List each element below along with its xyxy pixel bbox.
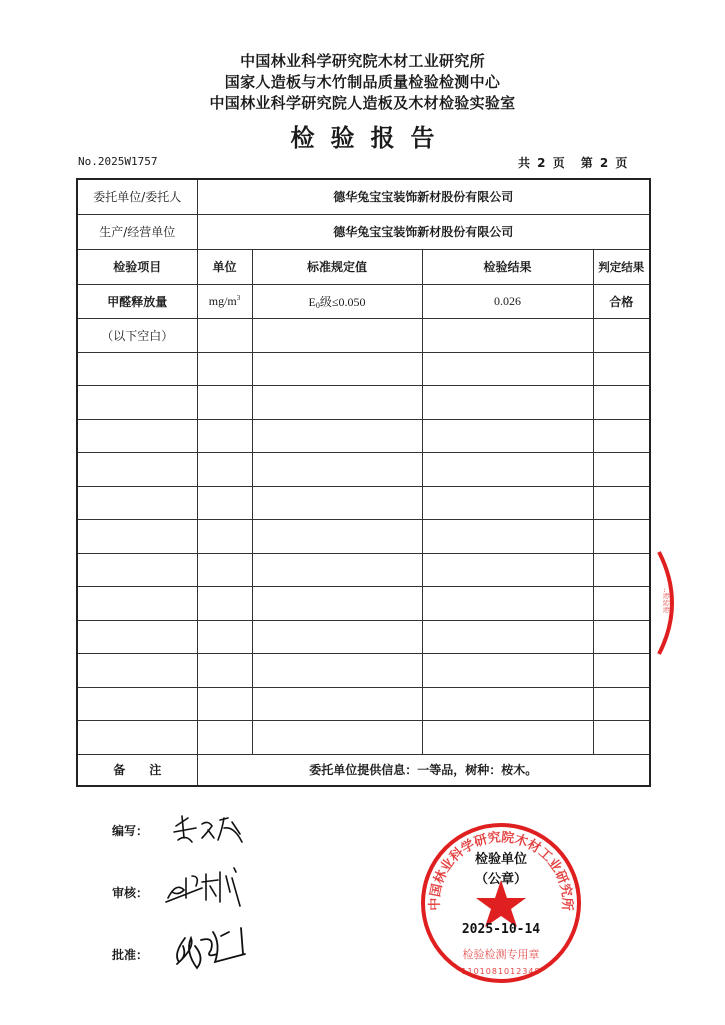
seal-label: （公章） bbox=[474, 872, 527, 887]
page-info bbox=[518, 154, 627, 171]
empty-cell bbox=[593, 553, 650, 587]
empty-table-row bbox=[77, 620, 650, 654]
empty-cell bbox=[422, 453, 593, 487]
empty-cell bbox=[422, 587, 593, 621]
empty-cell bbox=[252, 687, 422, 721]
blank-note: （以下空白） bbox=[77, 318, 197, 352]
empty-cell bbox=[593, 352, 650, 386]
star-icon bbox=[476, 880, 526, 927]
empty-table-row bbox=[77, 721, 650, 755]
empty-cell bbox=[252, 654, 422, 688]
reviewed-by-signature bbox=[162, 862, 262, 912]
empty-cell bbox=[252, 318, 422, 352]
empty-cell bbox=[422, 721, 593, 755]
blank-note-row bbox=[77, 318, 650, 352]
empty-cell bbox=[422, 318, 593, 352]
empty-table-row bbox=[77, 453, 650, 487]
page-seam-seal-icon bbox=[655, 548, 685, 658]
empty-cell bbox=[252, 352, 422, 386]
empty-cell bbox=[422, 386, 593, 420]
empty-cell bbox=[197, 453, 252, 487]
empty-cell bbox=[422, 486, 593, 520]
empty-cell bbox=[197, 386, 252, 420]
empty-cell bbox=[422, 419, 593, 453]
empty-cell bbox=[593, 486, 650, 520]
inspection-table bbox=[76, 178, 651, 787]
empty-cell bbox=[197, 486, 252, 520]
empty-cell bbox=[252, 419, 422, 453]
empty-cell bbox=[593, 587, 650, 621]
empty-table-row bbox=[77, 352, 650, 386]
empty-cell bbox=[252, 453, 422, 487]
empty-cell bbox=[197, 520, 252, 554]
empty-cell bbox=[77, 587, 197, 621]
empty-table-row bbox=[77, 687, 650, 721]
item-name: 甲醛释放量 bbox=[77, 284, 197, 318]
empty-cell bbox=[252, 721, 422, 755]
empty-rows bbox=[77, 352, 650, 754]
empty-cell bbox=[593, 318, 650, 352]
empty-cell bbox=[197, 620, 252, 654]
empty-cell bbox=[77, 453, 197, 487]
empty-cell bbox=[77, 654, 197, 688]
unit-cell bbox=[197, 284, 252, 318]
client-label: 委托单位/委托人 bbox=[77, 179, 197, 214]
remark-value: 委托单位提供信息：一等品，树种：桉木。 bbox=[197, 754, 650, 786]
empty-cell bbox=[252, 520, 422, 554]
standard-subscript: 0 bbox=[315, 300, 320, 310]
empty-cell bbox=[422, 654, 593, 688]
empty-cell bbox=[197, 553, 252, 587]
org-name-line-1: 中国林业科学研究院木材工业研究所 bbox=[240, 52, 485, 70]
empty-cell bbox=[252, 553, 422, 587]
empty-cell bbox=[197, 654, 252, 688]
remark-label: 备 注 bbox=[77, 754, 197, 786]
approved-by-label: 批准： bbox=[112, 948, 149, 962]
empty-cell bbox=[593, 453, 650, 487]
empty-cell bbox=[77, 486, 197, 520]
org-name-line-2: 国家人造板与木竹制品质量检验检测中心 bbox=[224, 73, 501, 91]
empty-cell bbox=[77, 386, 197, 420]
producer-label: 生产/经营单位 bbox=[77, 214, 197, 249]
empty-cell bbox=[593, 419, 650, 453]
empty-table-row bbox=[77, 486, 650, 520]
empty-cell bbox=[197, 587, 252, 621]
empty-cell bbox=[422, 553, 593, 587]
empty-cell bbox=[422, 352, 593, 386]
client-value: 德华兔宝宝装饰新材股份有限公司 bbox=[197, 179, 650, 214]
written-by-label: 编写： bbox=[112, 824, 149, 838]
empty-cell bbox=[77, 352, 197, 386]
empty-cell bbox=[422, 520, 593, 554]
standard-rest: 级≤0.050 bbox=[319, 294, 366, 309]
producer-value: 德华兔宝宝装饰新材股份有限公司 bbox=[197, 214, 650, 249]
empty-cell bbox=[77, 620, 197, 654]
seal-date: 2025-10-14 bbox=[461, 922, 541, 937]
col-header-item: 检验项目 bbox=[77, 249, 197, 284]
empty-cell bbox=[252, 587, 422, 621]
report-title: 检验报告 bbox=[290, 124, 451, 152]
empty-cell bbox=[77, 419, 197, 453]
col-header-result: 检验结果 bbox=[422, 249, 593, 284]
empty-cell bbox=[197, 352, 252, 386]
standard-value bbox=[252, 284, 422, 318]
empty-cell bbox=[197, 687, 252, 721]
reviewed-by-label: 审核： bbox=[112, 886, 149, 900]
unit-superscript: 3 bbox=[236, 293, 241, 302]
empty-cell bbox=[252, 386, 422, 420]
empty-cell bbox=[252, 620, 422, 654]
empty-cell bbox=[77, 687, 197, 721]
svg-text:..检验检: ..检验检 bbox=[662, 588, 670, 614]
empty-cell bbox=[593, 721, 650, 755]
unit-text: mg/m bbox=[208, 293, 237, 308]
judgement-value: 合格 bbox=[593, 284, 650, 318]
col-header-judgement: 判定结果 bbox=[593, 249, 650, 284]
client-row bbox=[77, 179, 650, 214]
column-header-row bbox=[77, 249, 650, 284]
empty-cell bbox=[197, 419, 252, 453]
approved-by-signature bbox=[165, 918, 265, 978]
table-row bbox=[77, 284, 650, 318]
empty-cell bbox=[252, 486, 422, 520]
org-name-line-3: 中国林业科学研究院人造板及木材检验实验室 bbox=[209, 94, 516, 112]
empty-table-row bbox=[77, 587, 650, 621]
page-current: 第 2 页 bbox=[580, 156, 628, 170]
empty-cell bbox=[593, 520, 650, 554]
official-seal bbox=[416, 818, 586, 988]
empty-cell bbox=[593, 620, 650, 654]
report-number: No.2025W1757 bbox=[78, 155, 158, 168]
empty-cell bbox=[197, 721, 252, 755]
empty-table-row bbox=[77, 520, 650, 554]
empty-cell bbox=[422, 687, 593, 721]
empty-cell bbox=[593, 654, 650, 688]
empty-cell bbox=[593, 687, 650, 721]
seal-unit-label: 检验单位 bbox=[474, 852, 527, 867]
page-total: 共 2 页 bbox=[518, 156, 565, 170]
seal-code: 1101081012348 bbox=[461, 967, 541, 976]
empty-table-row bbox=[77, 419, 650, 453]
standard-prefix: E bbox=[308, 294, 316, 309]
empty-cell bbox=[77, 721, 197, 755]
empty-cell bbox=[197, 318, 252, 352]
remark-row bbox=[77, 754, 650, 786]
empty-cell bbox=[77, 553, 197, 587]
empty-cell bbox=[422, 620, 593, 654]
written-by-signature bbox=[168, 808, 258, 848]
empty-cell bbox=[593, 386, 650, 420]
result-value: 0.026 bbox=[422, 284, 593, 318]
producer-row bbox=[77, 214, 650, 249]
col-header-standard: 标准规定值 bbox=[252, 249, 422, 284]
col-header-unit: 单位 bbox=[197, 249, 252, 284]
empty-table-row bbox=[77, 654, 650, 688]
seal-ring-icon bbox=[416, 818, 586, 988]
seal-ring-text: 中国林业科学研究院木材工业研究所 bbox=[427, 830, 575, 911]
empty-table-row bbox=[77, 386, 650, 420]
empty-table-row bbox=[77, 553, 650, 587]
seal-bottom-text: 检验检测专用章 bbox=[462, 948, 540, 961]
empty-cell bbox=[77, 520, 197, 554]
